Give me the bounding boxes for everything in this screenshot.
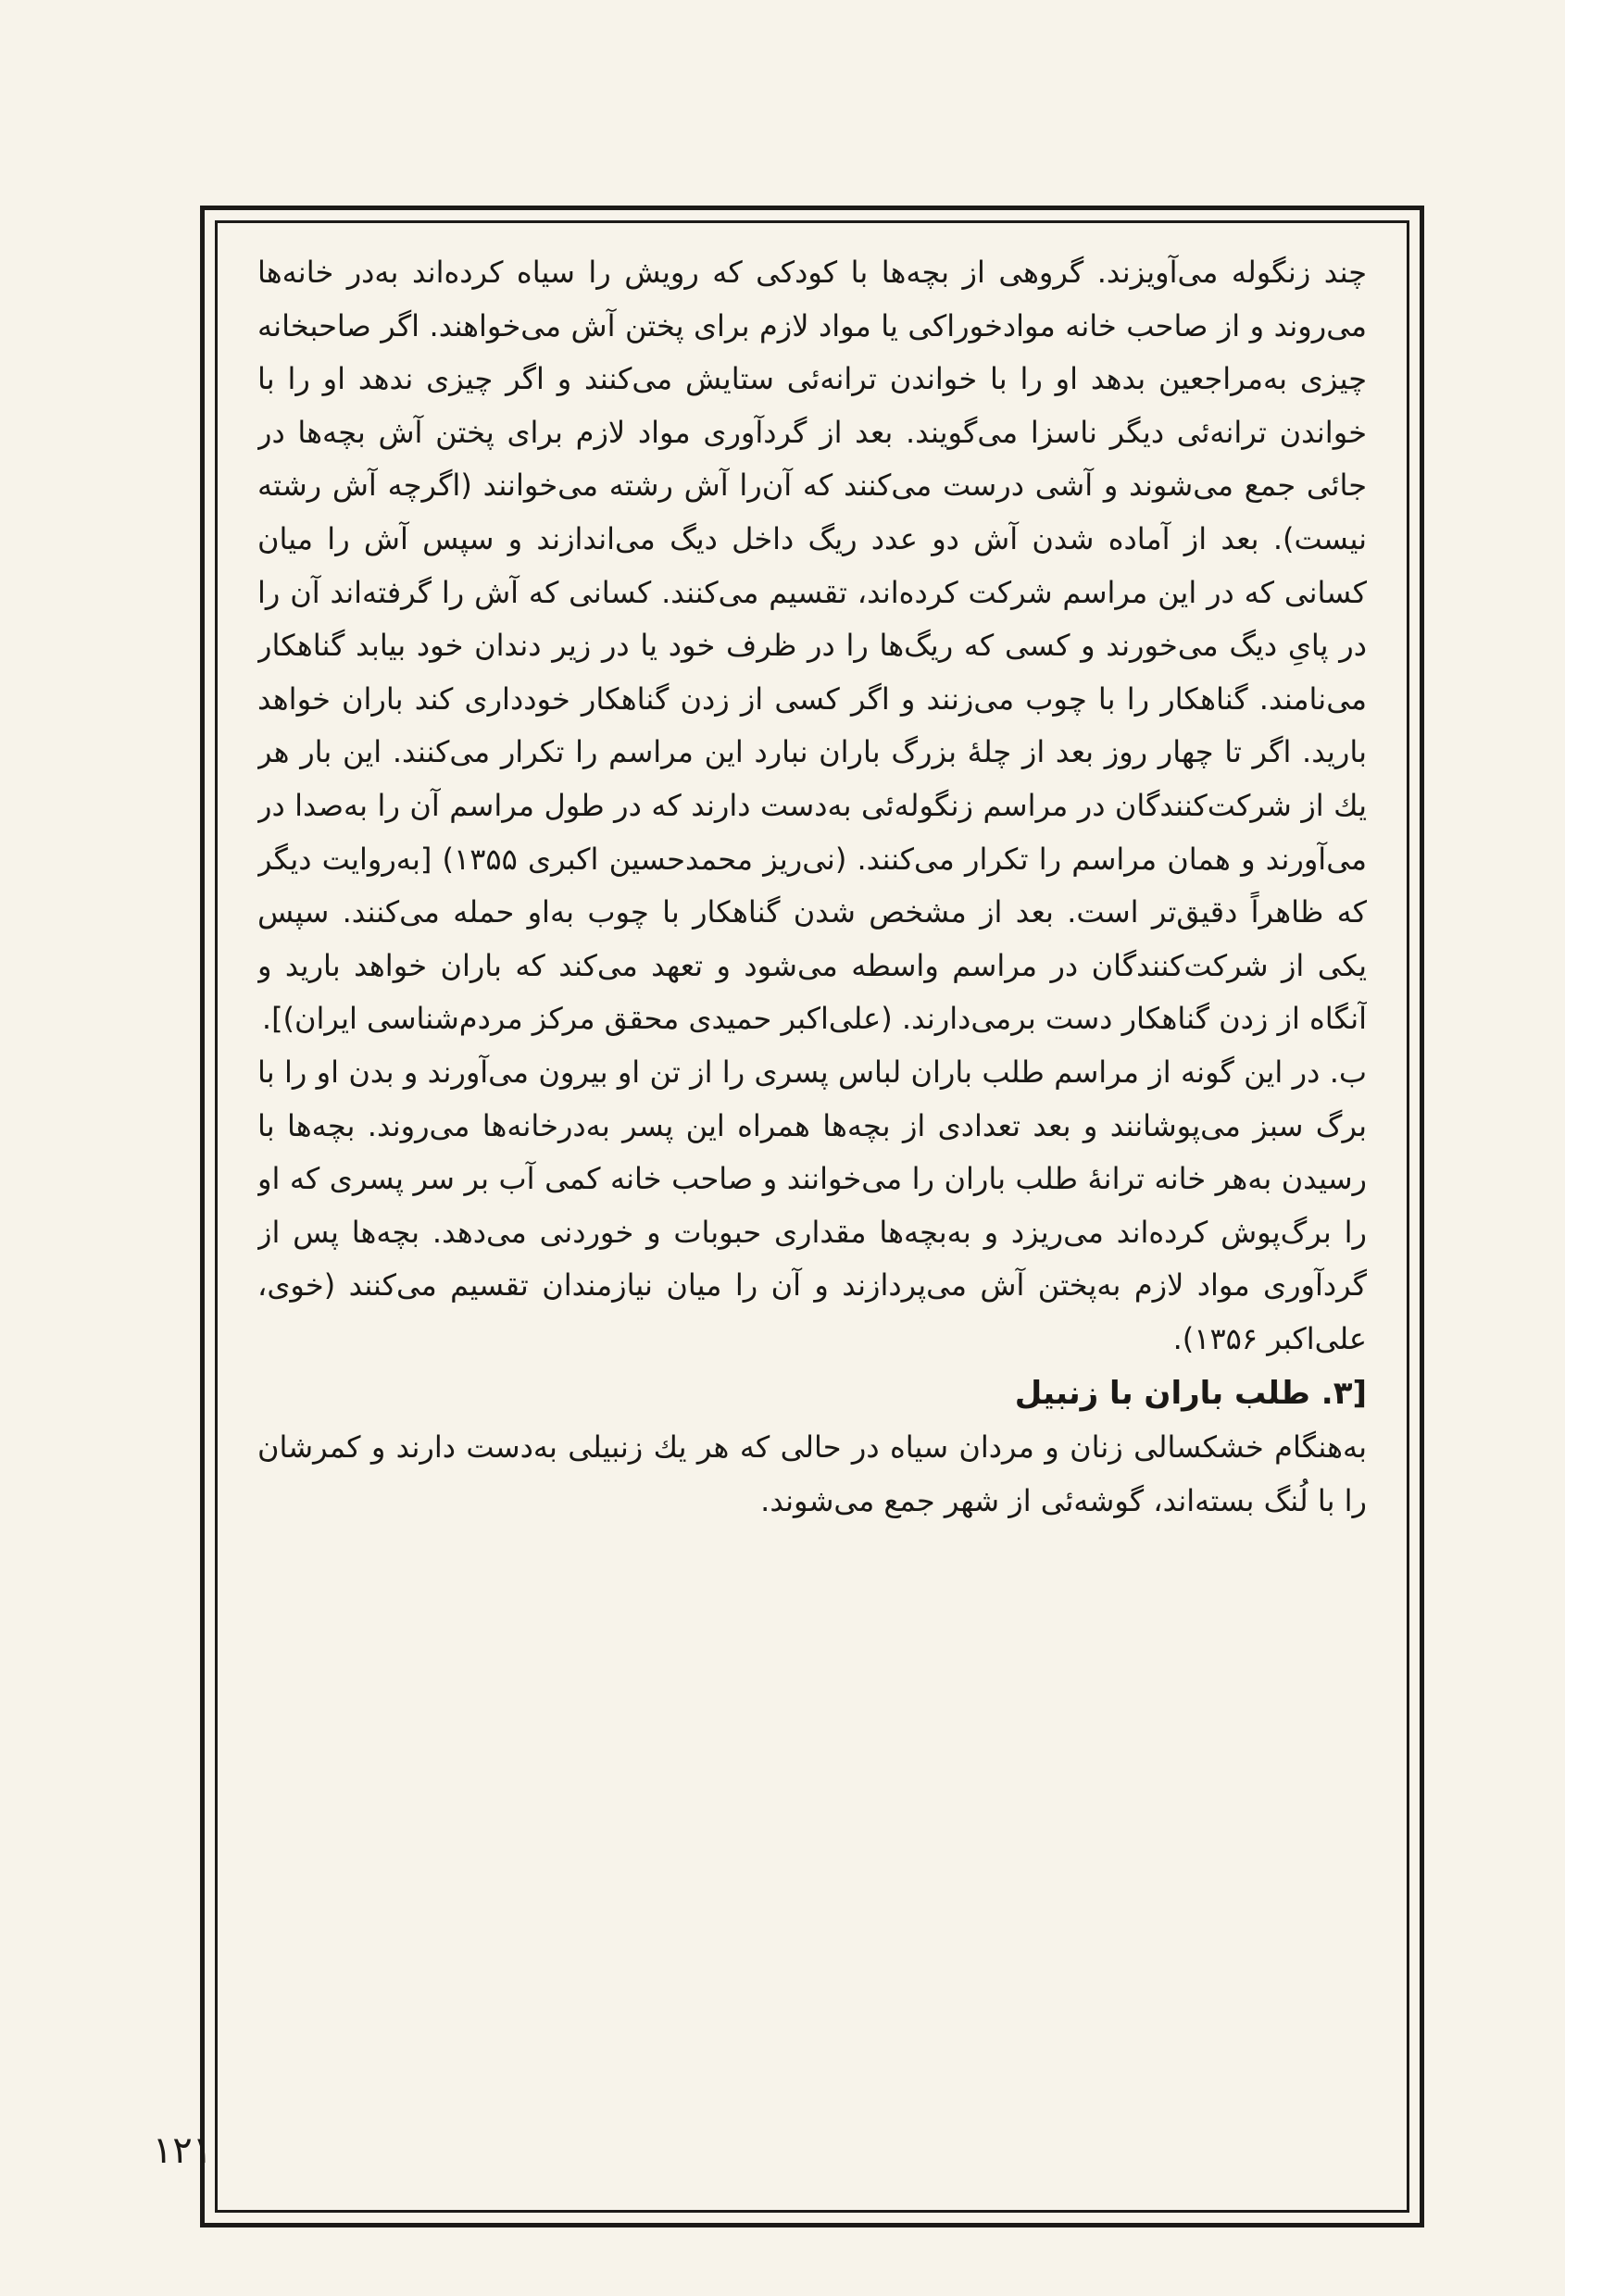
paragraph-rain-ritual-a: چند زنگوله می‌آویزند. گروهی از بچه‌ها با کودکی که رویش را سیاه کرده‌اند به‌در خانه‌ها می‌روند و از صاحب خانه موادخوراکی یا مواد لازم برای پختن آش می‌خواهند. اگر صاحبخانه چیزی به‌مراجعین بدهد او را با خواندن ترانه‌ئی ستایش می‌کنند و اگر چیزی ندهد او را با خواندن ترانه‌ئی دیگر ناسزا می‌گویند. بعد از گردآوری مواد لازم برای پختن آش بچه‌ها در جائی جمع می‌شوند و آشی درست می‌کنند که آن‌را آش رشته می‌خوانند (اگرچه آش رشته نیست). بعد از آماده شدن آش دو عدد ریگ داخل دیگ می‌اندازند و سپس آش را میان کسانی که در این مراسم شرکت کرده‌اند، تقسیم می‌کنند. کسانی که آش را گرفته‌اند آن را در پایِ دیگ می‌خورند و کسی که ریگ‌ها را در ظرف خود یا در زیر دندان خود بیابد گناهکار می‌نامند. گناهکار را با چوب می‌زنند و اگر کسی از زدن گناهکار خودداری کند باران خواهد بارید. اگر تا چهار روز بعد از چلهٔ بزرگ باران نبارد این مراسم را تکرار می‌کنند. این بار هر یك از شرکت‌کنندگان در مراسم زنگوله‌ئی به‌دست دارند که در طول مراسم آن را به‌صدا در می‌آورند و همان مراسم را تکرار می‌کنند. (نی‌ریز محمدحسین اکبری ۱۳۵۵) [به‌روایت دیگر که ظاهراً دقیق‌تر است. بعد از مشخص شدن گناهکار با چوب به‌او حمله می‌کنند. سپس یکی از شرکت‌کنندگان در مراسم واسطه می‌شود و تعهد می‌کند که باران خواهد بارید و آنگاه از زدن گناهکار دست برمی‌دارند. (علی‌اکبر حمیدی محقق مرکز مردم‌شناسی ایران)]. <box>257 255 1367 1037</box>
page-text-body <box>257 246 1367 2135</box>
section-heading-3: [۳. طلب باران با زنبیل <box>1014 1375 1367 1413</box>
page-number: ۱۲۱ <box>152 2129 213 2172</box>
paragraph-rain-ritual-b: ب. در این گونه از مراسم طلب باران لباس پسری را از تن او بیرون می‌آورند و بدن او را با برگ سبز می‌پوشانند و بعد تعدادی از بچه‌ها همراه این پسر به‌درخانه‌ها می‌روند. بچه‌ها با رسیدن به‌هر خانه ترانهٔ طلب باران را می‌خوانند و صاحب خانه کمی آب بر سر پسری که او را برگ‌پوش کرده‌اند می‌ریزد و به‌بچه‌ها مقداری حبوبات و خوردنی می‌دهد. بچه‌ها پس از گردآوری مواد لازم به‌پختن آش می‌پردازند و آن را میان نیازمندان تقسیم می‌کنند (خوی، علی‌اکبر ۱۳۵۶). <box>257 1054 1367 1356</box>
paragraph-basket-ritual: به‌هنگام خشکسالی زنان و مردان سیاه در حالی که هر یك زنبیلی به‌دست دارند و کمرشان را با لُنگ بسته‌اند، گوشه‌ئی از شهر جمع می‌شوند. <box>257 1429 1367 1519</box>
